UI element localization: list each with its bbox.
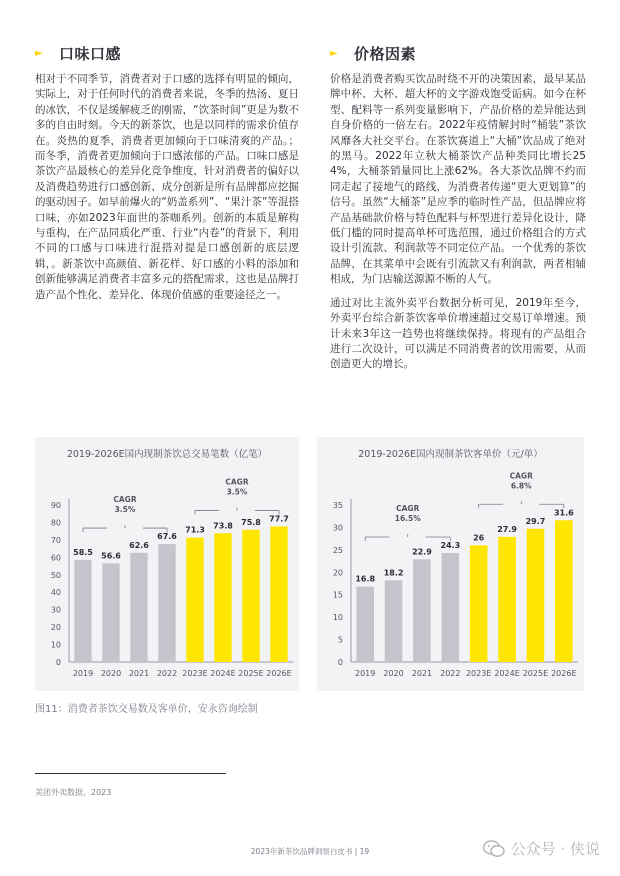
- x-tick-label: 2026E: [551, 669, 577, 678]
- data-label: 26: [473, 533, 485, 543]
- bar-2019: [74, 560, 91, 662]
- bar-2022: [158, 544, 175, 662]
- bar-2021: [413, 559, 431, 662]
- data-label: 22.9: [412, 547, 432, 557]
- data-label: 18.2: [383, 568, 404, 578]
- x-tick-label: 2023E: [465, 669, 492, 678]
- footnote: 美团外卖数据，2023: [35, 788, 112, 797]
- bar-2019: [356, 587, 374, 662]
- y-tick-label: 25: [332, 545, 343, 555]
- y-tick-label: 35: [332, 501, 343, 510]
- data-label: 71.3: [185, 525, 205, 535]
- data-label: 27.9: [497, 524, 517, 534]
- bar-2023E: [470, 545, 488, 662]
- data-label: 62.6: [129, 540, 149, 550]
- chart-avg-price-svg: [317, 437, 584, 691]
- y-tick-label: 20: [50, 623, 61, 633]
- data-label: 73.8: [213, 521, 233, 531]
- chart-transactions: [35, 437, 299, 691]
- x-tick-label: 2026E: [266, 669, 292, 678]
- x-tick-label: 2019: [72, 669, 94, 678]
- y-tick-label: 5: [337, 635, 343, 645]
- y-tick-label: 90: [50, 501, 61, 510]
- watermark: [483, 838, 600, 859]
- x-tick-label: 2025E: [522, 669, 549, 678]
- y-tick-label: 10: [332, 613, 343, 623]
- y-tick-label: 30: [50, 605, 61, 615]
- y-tick-label: 10: [50, 640, 61, 650]
- cagr-label: 6.8%: [510, 481, 532, 491]
- y-tick-label: 0: [55, 658, 61, 667]
- chart-avg-price: [317, 437, 584, 691]
- bar-2024E: [214, 533, 231, 662]
- y-tick-label: 50: [50, 570, 61, 580]
- bar-2025E: [527, 529, 545, 662]
- cagr-label: CAGR: [113, 495, 137, 505]
- data-label: 24.3: [440, 540, 461, 550]
- y-tick-label: 60: [50, 553, 61, 563]
- section-title: 价格因素: [354, 45, 417, 63]
- section-header-price: [330, 43, 416, 64]
- cagr-label: 3.5%: [226, 487, 248, 497]
- taste-body: [35, 72, 299, 311]
- triangle-bullet-icon: ►: [35, 48, 43, 59]
- paragraph: 相对于不同季节，消费者对于口感的选择有明显的倾向，实际上，对于任何时代的消费者来说，冬季的热汤、夏日的冰饮，不仅是缓解疲乏的刚需，“饮茶时间”更是为数不多的自由时刻。今天的新茶饮，也是以同样的需求价值存在。炎热的夏季，消费者更加倾向于口味清爽的产品。；而冬季，消费者更加倾向于口感浓郁的产品。口味口感是茶饮产品最核心的差异化竞争维度，针对消费者的偏好以及消费趋势进行口感创新、成分创新是所有品牌都应挖掘的驱动因子。如早前爆火的“奶盖系列”、“果汁茶”等混搭口味，亦如2023年面世的茶咖系列。创新的本质是解构与重构，在产品同质化严重、行业“内卷”的背景下，利用不同的口感与口味进行混搭对提是口感创新的底层逻辑，。新茶饮中高颜值、新花样、好口感的小料的添加和创新能够满足消费者丰富多元的搭配需求，这也是品牌打造产品个性化、差异化、体现价值感的重要途径之一。: [35, 73, 299, 301]
- y-tick-label: 20: [332, 568, 343, 578]
- cagr-label: 16.5%: [394, 513, 421, 523]
- data-label: 56.6: [101, 551, 121, 561]
- y-tick-label: 0: [337, 658, 343, 667]
- data-label: 31.6: [553, 508, 574, 518]
- data-label: 16.8: [355, 574, 376, 584]
- bar-2022: [442, 553, 460, 662]
- paragraph: 价格是消费者购买饮品时绕不开的决策因素，最早某品牌中杯、大杯、超大杯的文字游戏饱受诟病。如今在杯型、配料等一系列变量影响下，产品价格的差异能达到自身价格的一倍左右。2022年疫情解封时“桶装”茶饮风靡各大社交平台。在茶饮赛道上“大桶”饮品成了绝对的黑马。2022年立秋大桶茶饮产品种类同比增长254%，大桶茶销量同比上涨62%。各大茶饮品牌不约而同走起了接地气的路线，为消费者传递“更大更划算”的信号。虽然“大桶茶”是应季的临时性产品，但品牌应将产品基础款价格与特色配料与杯型进行差异化设计，降低门槛的同时提高单杯可选范围，通过价格组合的方式设计引流款、利润款等不同定位产品。一个优秀的茶饮品牌，在其菜单中会既有引流款又有利润款，两者相辅相成，为门店输送源源不断的人气。: [330, 73, 586, 286]
- x-tick-label: 2025E: [238, 669, 264, 678]
- bar-2024E: [498, 537, 516, 662]
- data-label: 75.8: [241, 517, 261, 527]
- watermark-text: 公众号 · 侠说: [510, 840, 600, 858]
- x-tick-label: 2021: [411, 669, 433, 678]
- chart-transactions-svg: [35, 437, 299, 691]
- x-tick-label: 2023E: [182, 669, 208, 678]
- bar-2020: [102, 563, 119, 662]
- y-tick-label: 15: [332, 590, 343, 600]
- bar-2020: [385, 580, 403, 662]
- bar-2025E: [242, 530, 259, 662]
- y-tick-label: 40: [50, 588, 61, 598]
- y-tick-label: 70: [50, 535, 61, 545]
- footnote-divider: [35, 773, 226, 774]
- section-title: 口味口感: [59, 45, 122, 63]
- chart-title: 2019-2026E国内现制茶饮客单价（元/单）: [358, 449, 543, 460]
- cagr-label: CAGR: [225, 477, 249, 487]
- cagr-label: CAGR: [396, 503, 420, 513]
- data-label: 29.7: [525, 516, 546, 526]
- cagr-label: CAGR: [509, 471, 533, 481]
- data-label: 77.7: [269, 514, 289, 524]
- triangle-bullet-icon: ►: [330, 48, 338, 59]
- chart-title: 2019-2026E国内现制茶饮总交易笔数（亿笔）: [66, 449, 268, 460]
- y-tick-label: 30: [332, 523, 343, 533]
- bar-2026E: [555, 520, 573, 662]
- paragraph: 通过对比主流外卖平台数据分析可见，2019年至今，外卖平台综合新茶饮客单价增速超过交易订单增速。预计未来3年这一趋势也将继续保持。将现有的产品组合进行二次设计，可以满足不同消费者的饮用需要，从而创造更大的增长。: [330, 296, 586, 371]
- x-tick-label: 2019: [355, 669, 376, 678]
- data-label: 58.5: [73, 547, 93, 557]
- page-footer: 2023年新茶饮品牌洞察白皮书 | 19: [250, 847, 370, 856]
- y-tick-label: 80: [50, 518, 61, 528]
- x-tick-label: 2022: [440, 669, 461, 678]
- bar-2021: [130, 553, 147, 662]
- x-tick-label: 2020: [100, 669, 122, 678]
- wechat-icon: [483, 840, 505, 858]
- bar-2023E: [186, 538, 203, 662]
- figure-caption: 图11：消费者茶饮交易数及客单价，安永咨询绘制: [35, 704, 258, 715]
- x-tick-label: 2022: [156, 669, 178, 678]
- data-label: 67.6: [157, 532, 177, 542]
- bar-2026E: [270, 526, 287, 662]
- x-tick-label: 2020: [383, 669, 404, 678]
- x-tick-label: 2024E: [494, 669, 520, 678]
- price-body: [330, 72, 586, 381]
- section-header-taste: [35, 43, 121, 64]
- x-tick-label: 2024E: [210, 669, 236, 678]
- cagr-label: 3.5%: [114, 505, 136, 515]
- x-tick-label: 2021: [128, 669, 150, 678]
